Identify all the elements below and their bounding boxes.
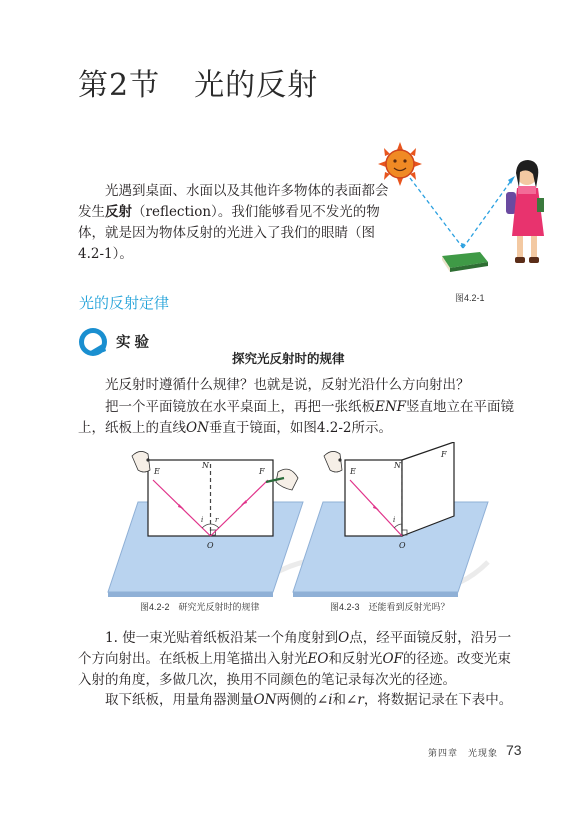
text: 竖直地立在平面镜上，纸板上的直线 bbox=[78, 399, 515, 436]
page-number: 73 bbox=[506, 742, 522, 758]
left-hand-icon bbox=[324, 451, 342, 472]
figure-4-2-1-illustration bbox=[370, 140, 550, 280]
label-n: N bbox=[202, 461, 209, 470]
figure-caption-4-2-3: 图4.2-3 还能看到反射光吗？ bbox=[330, 602, 450, 612]
text: ，将数据记录在下表中。 bbox=[363, 692, 513, 708]
label-o: O bbox=[399, 541, 406, 550]
symbol-eo: EO bbox=[307, 651, 329, 667]
key-term-english: （reflection） bbox=[132, 204, 218, 220]
light-path bbox=[410, 176, 515, 248]
intro-text-1: 光遇到桌面、水面以及其他许多物体的表面都会发生 bbox=[78, 183, 389, 220]
symbol-on: ON bbox=[186, 420, 209, 436]
key-term: 反射 bbox=[105, 204, 132, 220]
label-i: i bbox=[201, 516, 204, 524]
text: 和∠ bbox=[332, 692, 358, 708]
text: 垂直于镜面，如图4.2-2所示。 bbox=[208, 420, 393, 436]
text: 取下纸板，用量角器测量 bbox=[105, 692, 254, 708]
figure-caption-4-2-1: 图4.2-1 bbox=[455, 293, 485, 303]
experiment-paragraph-2 bbox=[78, 397, 518, 439]
text: 两侧的∠ bbox=[276, 692, 329, 708]
text: 和反射光 bbox=[328, 651, 383, 667]
figure-4-2-3 bbox=[293, 442, 488, 597]
step-1-paragraph bbox=[78, 628, 518, 691]
left-hand-icon bbox=[132, 451, 150, 472]
step-2-paragraph bbox=[78, 690, 518, 711]
text: 把一个平面镜放在水平桌面上，再把一张纸板 bbox=[105, 399, 375, 415]
footer-chapter: 第四章 光现象 bbox=[428, 749, 499, 759]
label-f: F bbox=[259, 467, 265, 476]
label-n: N bbox=[394, 461, 401, 470]
intro-text-2: 。我们能够看见不发光的物体，就是因为物体反射的光进入了我们的眼睛（图4.2-1）。 bbox=[78, 204, 380, 262]
figure-caption-4-2-2: 图4.2-2 研究光反射时的规律 bbox=[140, 602, 260, 612]
experiment-paragraph-1: 光反射时遵循什么规律？也就是说，反射光沿什么方向射出？ bbox=[105, 377, 470, 393]
section-heading: 光的反射定律 bbox=[79, 294, 170, 312]
label-e: E bbox=[154, 467, 160, 476]
text: 的径迹。改变光束入射的角度，多做几次，换用不同颜色的笔记录每次光的径迹。 bbox=[78, 651, 511, 688]
label-i: i bbox=[393, 516, 396, 524]
experiment-title: 探究光反射时的规律 bbox=[232, 351, 345, 366]
experiment-icon bbox=[78, 327, 108, 357]
label-f: F bbox=[441, 450, 447, 459]
intro-paragraph bbox=[78, 181, 396, 265]
section-number: 第2节 bbox=[78, 68, 161, 103]
symbol-enf: ENF bbox=[375, 399, 407, 415]
text: 点，经平面镜反射，沿另一个方向射出。在纸板上用笔描出入射光 bbox=[78, 630, 512, 667]
figure-4-2-2 bbox=[108, 451, 303, 597]
text: 1. 使一束光贴着纸板沿某一个角度射到 bbox=[105, 630, 339, 646]
symbol-i: i bbox=[328, 692, 333, 708]
figures-reflection-experiment bbox=[98, 442, 498, 607]
label-o: O bbox=[207, 541, 214, 550]
girl-icon bbox=[506, 160, 544, 263]
symbol-on: ON bbox=[253, 692, 277, 708]
symbol-r: r bbox=[357, 692, 364, 708]
label-e: E bbox=[350, 467, 356, 476]
label-r: r bbox=[215, 516, 219, 524]
symbol-of: OF bbox=[382, 651, 403, 667]
section-title: 光的反射 bbox=[194, 68, 319, 103]
symbol-o: O bbox=[338, 630, 350, 646]
experiment-label: 实验 bbox=[116, 335, 153, 351]
page-title bbox=[78, 60, 318, 104]
sun-icon bbox=[378, 142, 422, 186]
book-icon bbox=[442, 252, 488, 272]
